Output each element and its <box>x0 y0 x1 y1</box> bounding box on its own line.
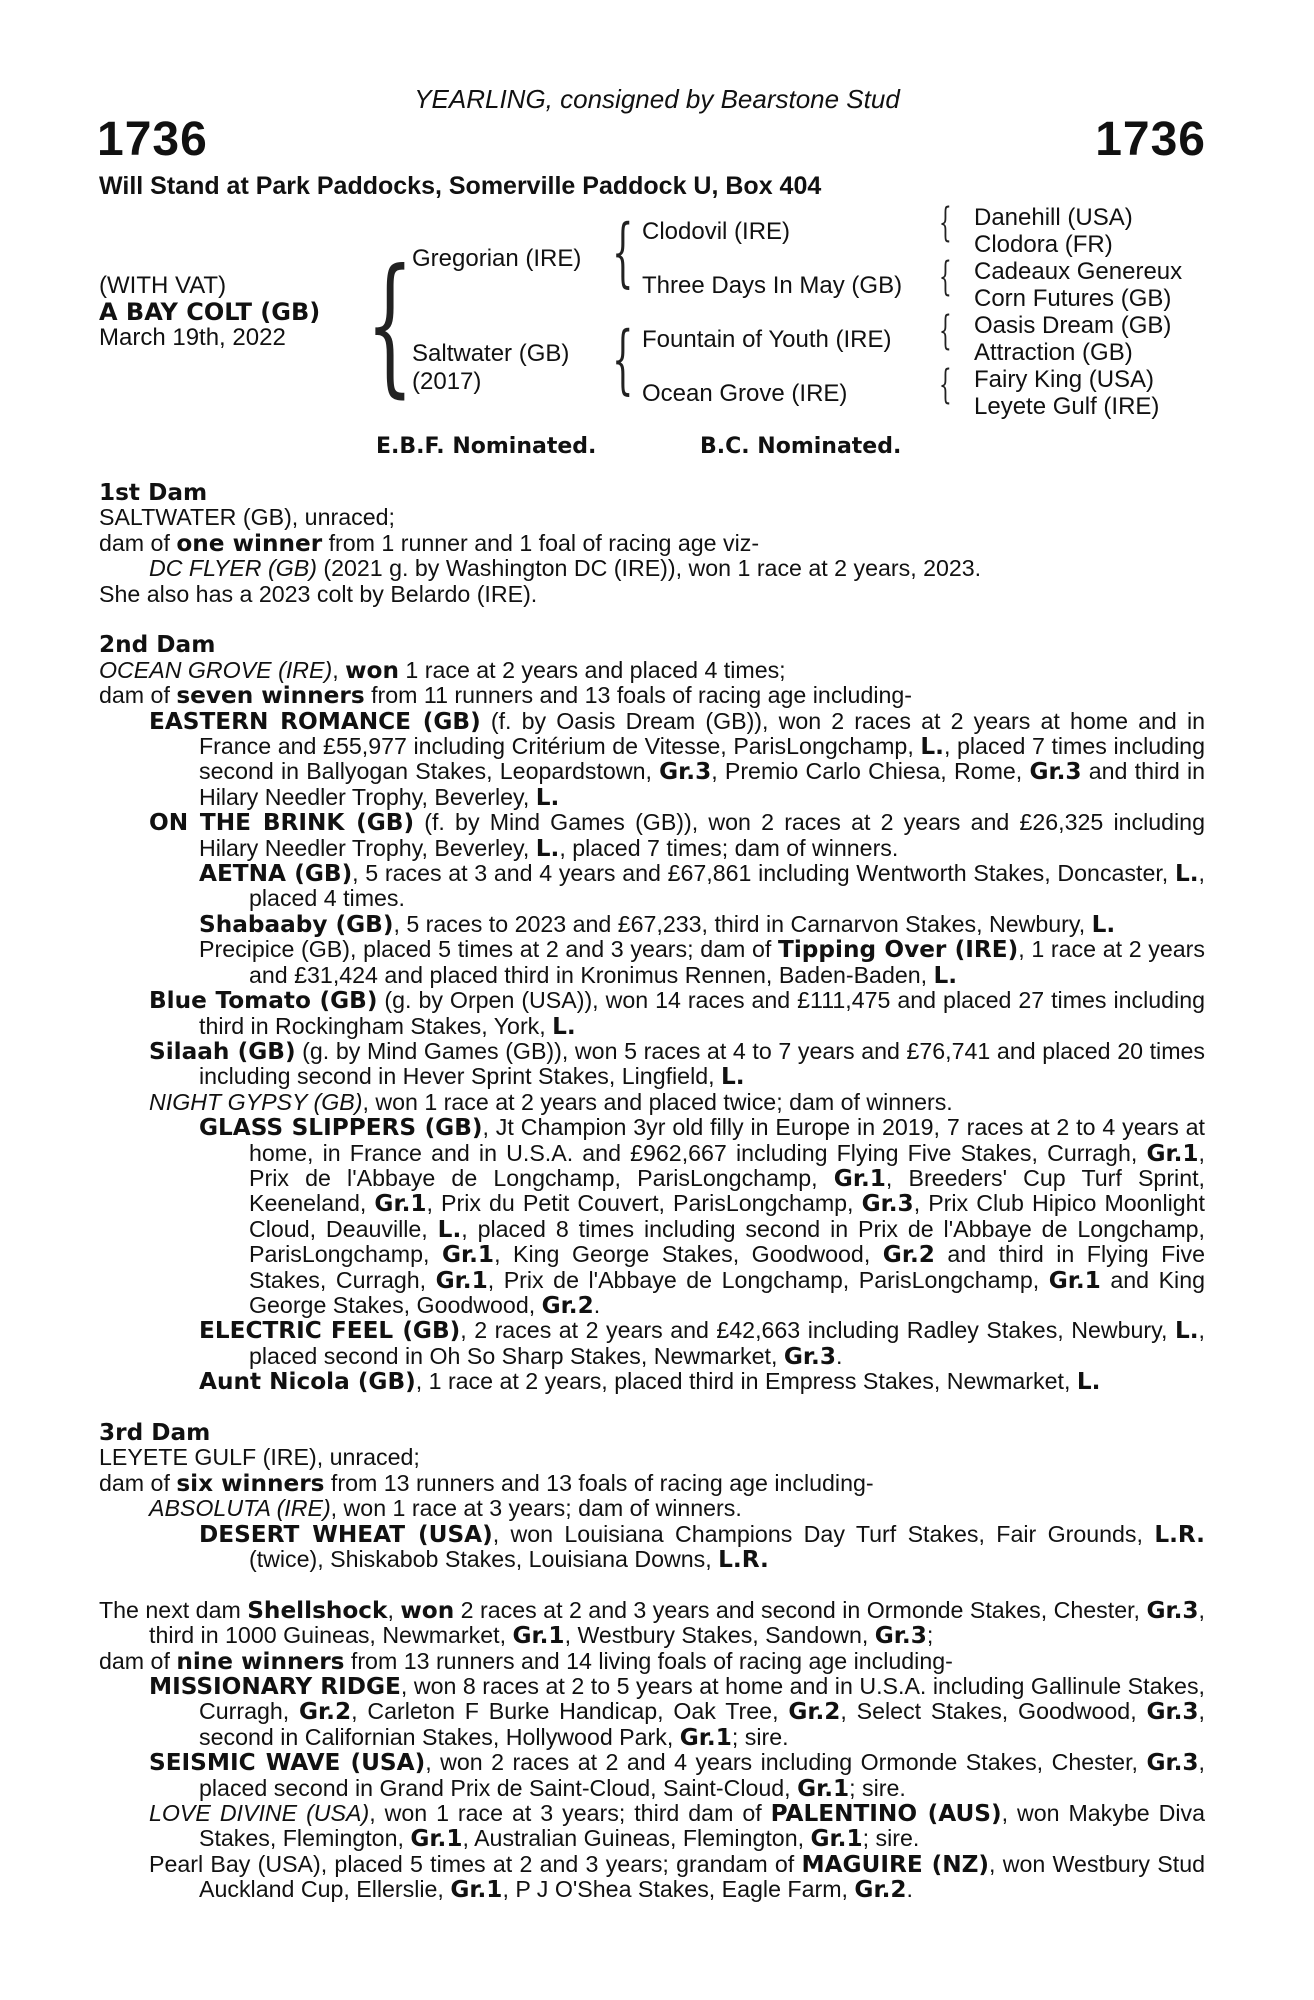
text-run: , 1 race at 2 years and £31,424 and placed third in Kronimus Rennen, Baden-Baden, <box>249 936 1205 988</box>
pedigree-entry <box>99 1852 1205 1903</box>
bold-text: Gr.1 <box>1146 1139 1199 1167</box>
bold-text: Gr.1 <box>810 1825 863 1853</box>
bold-text: won <box>345 656 399 684</box>
bold-text: Gr.3 <box>1146 1698 1199 1726</box>
bold-text: Gr.1 <box>441 1241 495 1269</box>
pedigree-entry <box>99 1471 1205 1496</box>
pedigree-gen4-2: Clodora (FR) <box>974 231 1113 258</box>
text-run: , won 1 race at 2 years and placed twice; dam of winners. <box>362 1088 953 1115</box>
bold-text: PALENTINO (AUS) <box>770 1800 1002 1828</box>
bold-text: Tipping Over (IRE) <box>778 936 1019 964</box>
text-run: , 2 races at 2 years and £42,663 including Radley Stakes, Newbury, <box>460 1317 1175 1344</box>
text-run: dam of <box>99 682 177 709</box>
lot-number-left: 1736 <box>97 113 208 166</box>
bold-text: Gr.1 <box>512 1622 565 1650</box>
bold-text: Gr.1 <box>1048 1266 1101 1294</box>
italic-text: ABSOLUTA (IRE) <box>149 1495 331 1522</box>
pedigree-entry <box>99 582 1205 607</box>
pedigree-entry <box>99 1522 1205 1573</box>
pedigree-brace-dam: { <box>612 315 634 403</box>
italic-text: OCEAN GROVE (IRE) <box>99 656 333 683</box>
text-run: 2 races at 2 and 3 years and second in Ormonde Stakes, Chester, <box>454 1596 1147 1623</box>
bold-text: L. <box>920 733 944 761</box>
pedigree-gen4-6: Attraction (GB) <box>974 339 1133 366</box>
text-run: (2021 g. by Washington DC (IRE)), won 1 race at 2 years, 2023. <box>316 555 982 582</box>
text-run: , placed 4 times. <box>249 860 1205 912</box>
bc-nomination: B.C. Nominated. <box>700 434 902 459</box>
text-run: , P J O'Shea Stakes, Eagle Farm, <box>502 1876 855 1903</box>
text-run: (g. by Mind Games (GB)), won 5 races at 4 to 7 years and £76,741 and placed 20 times including second in Hever Sprint Stakes, Lingfield, <box>199 1037 1205 1090</box>
bold-text: L.R. <box>718 1546 769 1574</box>
pedigree-sire: Gregorian (IRE) <box>412 245 582 272</box>
text-run: , Jt Champion 3yr old filly in Europe in 2019, 7 races at 2 to 4 years at home, in France and in U.S.A. and £962,667 including Flying Five Stakes, Curragh, <box>249 1114 1205 1166</box>
pedigree-entry <box>99 1090 1205 1115</box>
pedigree-brace-sire: { <box>612 208 634 296</box>
text-run: , Premio Carlo Chiesa, Rome, <box>711 758 1030 785</box>
text-run: , third in 1000 Guineas, Newmarket, <box>149 1596 1205 1649</box>
ebf-nomination: E.B.F. Nominated. <box>376 434 597 459</box>
bold-text: Gr.1 <box>833 1164 886 1192</box>
bold-text: won <box>400 1596 455 1624</box>
bold-text: L. <box>721 1063 745 1091</box>
text-run: and third in Hilary Needler Trophy, Beverley, <box>199 758 1205 810</box>
text-run: , 1 race at 2 years, placed third in Empress Stakes, Newmarket, <box>415 1368 1077 1395</box>
bold-text: MISSIONARY RIDGE <box>149 1673 401 1701</box>
pedigree-entry <box>99 505 1205 530</box>
bold-text: Blue Tomato (GB) <box>149 987 378 1015</box>
pedigree-brace-gen4-3: { <box>939 308 952 354</box>
pedigree-entry <box>99 1445 1205 1470</box>
text-run: , Prix du Petit Couvert, ParisLongchamp, <box>426 1190 862 1217</box>
bold-text: L. <box>535 834 560 862</box>
pedigree-gen4-8: Leyete Gulf (IRE) <box>974 393 1160 420</box>
pedigree-entry <box>99 912 1205 937</box>
bold-text: L. <box>933 961 958 989</box>
pedigree-entry <box>99 531 1205 556</box>
bold-text: L. <box>1174 860 1199 888</box>
text-run: Pearl Bay (USA), placed 5 times at 2 and 3 years; grandam of <box>149 1850 802 1877</box>
pedigree-brace-gen4-4: { <box>939 362 952 408</box>
pedigree-gen3-2: Three Days In May (GB) <box>642 272 903 299</box>
bold-text: Gr.3 <box>659 758 712 786</box>
text-run: and King George Stakes, Goodwood, <box>249 1266 1205 1318</box>
pedigree-entry <box>99 1674 1205 1750</box>
text-run: ; sire. <box>849 1774 906 1801</box>
bold-text: Gr.1 <box>435 1266 488 1294</box>
catalogue-body <box>99 480 1205 1903</box>
text-run: , Prix de l'Abbaye de Longchamp, ParisLongchamp, <box>487 1266 1049 1293</box>
text-run: from 1 runner and 1 foal of racing age viz- <box>322 529 760 556</box>
text-run: . <box>835 1342 843 1369</box>
bold-text: EASTERN ROMANCE (GB) <box>149 707 481 735</box>
foaling-date: March 19th, 2022 <box>99 324 286 351</box>
bold-text: Gr.2 <box>854 1876 907 1904</box>
text-run: , Westbury Stakes, Sandown, <box>564 1622 875 1649</box>
section-heading: 3rd Dam <box>99 1419 211 1446</box>
pedigree-entry <box>99 810 1205 861</box>
text-run: , placed 7 times; dam of winners. <box>559 834 899 861</box>
pedigree-gen4-1: Danehill (USA) <box>974 204 1133 231</box>
pedigree-entry <box>99 1369 1205 1394</box>
catalogue-subtitle: YEARLING, consigned by Bearstone Stud <box>414 84 900 114</box>
bold-text: Gr.2 <box>882 1241 935 1269</box>
text-run: . <box>906 1876 913 1903</box>
bold-text: Silaah (GB) <box>149 1037 296 1065</box>
bold-text: L.R. <box>1154 1520 1205 1548</box>
pedigree-dam-year: (2017) <box>412 368 482 395</box>
text-run: , King George Stakes, Goodwood, <box>494 1241 883 1268</box>
text-run: 1 race at 2 years and placed 4 times; <box>398 656 786 683</box>
text-run: , won 1 race at 3 years; dam of winners. <box>330 1495 742 1522</box>
stand-location: Will Stand at Park Paddocks, Somerville Paddock U, Box 404 <box>99 172 822 200</box>
text-run: (f. by Oasis Dream (GB)), won 2 races at 2 years at home and in France and £55,977 including Critérium de Vitesse, ParisLongchamp, <box>199 707 1206 760</box>
text-run: Precipice (GB), placed 5 times at 2 and 3 years; dam of <box>199 936 779 963</box>
bold-text: Gr.3 <box>1146 1596 1199 1624</box>
bold-text: Gr.2 <box>541 1291 594 1319</box>
pedigree-entry <box>99 683 1205 708</box>
pedigree-gen4-7: Fairy King (USA) <box>974 366 1155 393</box>
text-run: from 11 runners and 13 foals of racing age including- <box>364 682 913 709</box>
lot-number-right: 1736 <box>1095 113 1206 166</box>
bold-text: Gr.3 <box>1029 758 1082 786</box>
text-run: dam of <box>99 1469 177 1496</box>
text-run: (twice), Shiskabob Stakes, Louisiana Downs, <box>249 1546 719 1573</box>
text-run: , Breeders' Cup Turf Sprint, Keeneland, <box>249 1164 1205 1217</box>
bold-text: one winner <box>176 529 323 557</box>
text-run: SALTWATER (GB), unraced; <box>99 504 395 531</box>
text-run: from 13 runners and 13 foals of racing age including- <box>324 1469 874 1496</box>
text-run: , Carleton F Burke Handicap, Oak Tree, <box>351 1698 789 1725</box>
text-run: from 13 runners and 14 living foals of racing age including- <box>344 1647 953 1674</box>
italic-text: DC FLYER (GB) <box>149 555 317 582</box>
text-run: ; sire. <box>731 1723 789 1750</box>
bold-text: Gr.1 <box>679 1723 732 1751</box>
text-run: , placed 8 times including second in Prix de l'Abbaye de Longchamp, ParisLongchamp, <box>249 1215 1206 1268</box>
pedigree-brace-gen4-2: { <box>939 254 952 300</box>
text-run: , won Louisiana Champions Day Turf Stakes, Fair Grounds, <box>492 1520 1155 1547</box>
text-run: , 5 races at 3 and 4 years and £67,861 including Wentworth Stakes, Doncaster, <box>352 860 1175 887</box>
text-run: , 5 races to 2023 and £67,233, third in Carnarvon Stakes, Newbury, <box>393 910 1092 937</box>
pedigree-entry <box>99 1649 1205 1674</box>
text-run: , Australian Guineas, Flemington, <box>462 1825 811 1852</box>
pedigree-section <box>99 632 1205 1394</box>
pedigree-gen4-4: Corn Futures (GB) <box>974 285 1172 312</box>
text-run: , won Westbury Stud Auckland Cup, Ellerslie, <box>199 1850 1205 1903</box>
bold-text: Gr.1 <box>797 1774 850 1802</box>
pedigree-entry <box>99 861 1205 912</box>
pedigree-entry <box>99 556 1205 581</box>
bold-text: L. <box>1091 910 1116 938</box>
text-run: , Prix Club Hipico Moonlight Cloud, Deauville, <box>249 1190 1205 1242</box>
bold-text: six winners <box>176 1469 325 1497</box>
bold-text: L. <box>1076 1368 1101 1396</box>
bold-text: Gr.1 <box>374 1190 427 1218</box>
text-run: LEYETE GULF (IRE), unraced; <box>99 1444 420 1471</box>
text-run: ; <box>926 1622 934 1649</box>
bold-text: Gr.3 <box>1146 1749 1199 1777</box>
pedigree-entry <box>99 937 1205 988</box>
pedigree-entry <box>99 1115 1205 1318</box>
section-heading: 2nd Dam <box>99 631 216 659</box>
bold-text: MAGUIRE (NZ) <box>801 1850 990 1878</box>
text-run: , won 1 race at 3 years; third dam of <box>369 1800 771 1827</box>
text-run: , Prix de l'Abbaye de Longchamp, ParisLongchamp, <box>249 1139 1205 1191</box>
text-run: The next dam <box>99 1596 248 1623</box>
bold-text: Shabaaby (GB) <box>199 910 394 938</box>
pedigree-section <box>99 1598 1205 1903</box>
pedigree-entry <box>99 1750 1205 1801</box>
text-run: , Select Stakes, Goodwood, <box>840 1698 1147 1725</box>
text-run: , placed second in Oh So Sharp Stakes, Newmarket, <box>249 1317 1205 1369</box>
bold-text: Gr.1 <box>410 1825 463 1853</box>
italic-text: NIGHT GYPSY (GB) <box>149 1088 363 1115</box>
bold-text: Gr.1 <box>450 1876 503 1904</box>
pedigree-gen3-4: Ocean Grove (IRE) <box>642 380 848 407</box>
pedigree-brace-gen1: { <box>366 238 414 412</box>
pedigree-gen3-1: Clodovil (IRE) <box>642 218 791 245</box>
italic-text: LOVE DIVINE (USA) <box>149 1800 370 1827</box>
horse-name: A BAY COLT (GB) <box>99 298 321 326</box>
text-run: ; sire. <box>862 1825 920 1852</box>
pedigree-dam: Saltwater (GB) <box>412 340 570 367</box>
pedigree-gen4-3: Cadeaux Genereux <box>974 258 1183 285</box>
pedigree-entry <box>99 1598 1205 1649</box>
text-run: . <box>593 1291 601 1318</box>
bold-text: Gr.2 <box>788 1698 841 1726</box>
text-run: , placed second in Grand Prix de Saint-Cloud, Saint-Cloud, <box>199 1749 1205 1801</box>
bold-text: Aunt Nicola (GB) <box>199 1368 416 1396</box>
bold-text: DESERT WHEAT (USA) <box>199 1520 493 1548</box>
text-run: (f. by Mind Games (GB)), won 2 races at 2 years and £26,325 including Hilary Needler Trophy, Beverley, <box>199 809 1205 861</box>
text-run: , won Makybe Diva Stakes, Flemington, <box>199 1800 1205 1852</box>
pedigree-entry <box>99 658 1205 683</box>
text-run: , won 2 races at 2 and 4 years including Ormonde Stakes, Chester, <box>425 1749 1147 1776</box>
bold-text: Gr.3 <box>874 1622 927 1650</box>
bold-text: GLASS SLIPPERS (GB) <box>199 1114 483 1142</box>
bold-text: Gr.3 <box>861 1190 914 1218</box>
text-run: , placed 7 times including second in Ballyogan Stakes, Leopardstown, <box>199 733 1205 785</box>
bold-text: SEISMIC WAVE (USA) <box>149 1749 426 1777</box>
bold-text: ON THE BRINK (GB) <box>149 809 415 837</box>
bold-text: nine winners <box>176 1647 345 1675</box>
bold-text: L. <box>1174 1317 1199 1345</box>
pedigree-section <box>99 480 1205 607</box>
bold-text: ELECTRIC FEEL (GB) <box>199 1317 461 1345</box>
text-run: and third in Flying Five Stakes, Curragh, <box>249 1241 1205 1293</box>
bold-text: L. <box>437 1215 462 1243</box>
text-run: , <box>387 1596 401 1623</box>
pedigree-entry <box>99 1039 1205 1090</box>
section-heading: 1st Dam <box>99 479 208 506</box>
bold-text: Gr.3 <box>783 1342 836 1370</box>
pedigree-entry <box>99 709 1205 811</box>
pedigree-section <box>99 1420 1205 1572</box>
text-run: dam of <box>99 529 177 556</box>
pedigree-entry <box>99 1496 1205 1521</box>
text-run: She also has a 2023 colt by Belardo (IRE). <box>99 580 538 607</box>
bold-text: seven winners <box>176 682 365 710</box>
text-run: , second in Californian Stakes, Hollywood Park, <box>199 1698 1205 1750</box>
bold-text: Gr.2 <box>299 1698 352 1726</box>
pedigree-entry <box>99 988 1205 1039</box>
text-run: dam of <box>99 1647 177 1674</box>
text-run: , <box>332 656 346 683</box>
pedigree-gen3-3: Fountain of Youth (IRE) <box>642 326 892 353</box>
pedigree-entry <box>99 1318 1205 1369</box>
text-run: (g. by Orpen (USA)), won 14 races and £111,475 and placed 27 times including third in Rockingham Stakes, York, <box>199 987 1205 1039</box>
bold-text: AETNA (GB) <box>199 860 353 888</box>
bold-text: L. <box>535 783 560 811</box>
text-run: , won 8 races at 2 to 5 years at home and in U.S.A. including Gallinule Stakes, Curragh, <box>199 1673 1205 1725</box>
pedigree-brace-gen4-1: { <box>939 200 952 246</box>
pedigree-entry <box>99 1801 1205 1852</box>
pedigree-gen4-5: Oasis Dream (GB) <box>974 312 1172 339</box>
bold-text: Shellshock <box>247 1596 388 1624</box>
bold-text: L. <box>552 1012 576 1040</box>
vat-note: (WITH VAT) <box>99 272 227 299</box>
